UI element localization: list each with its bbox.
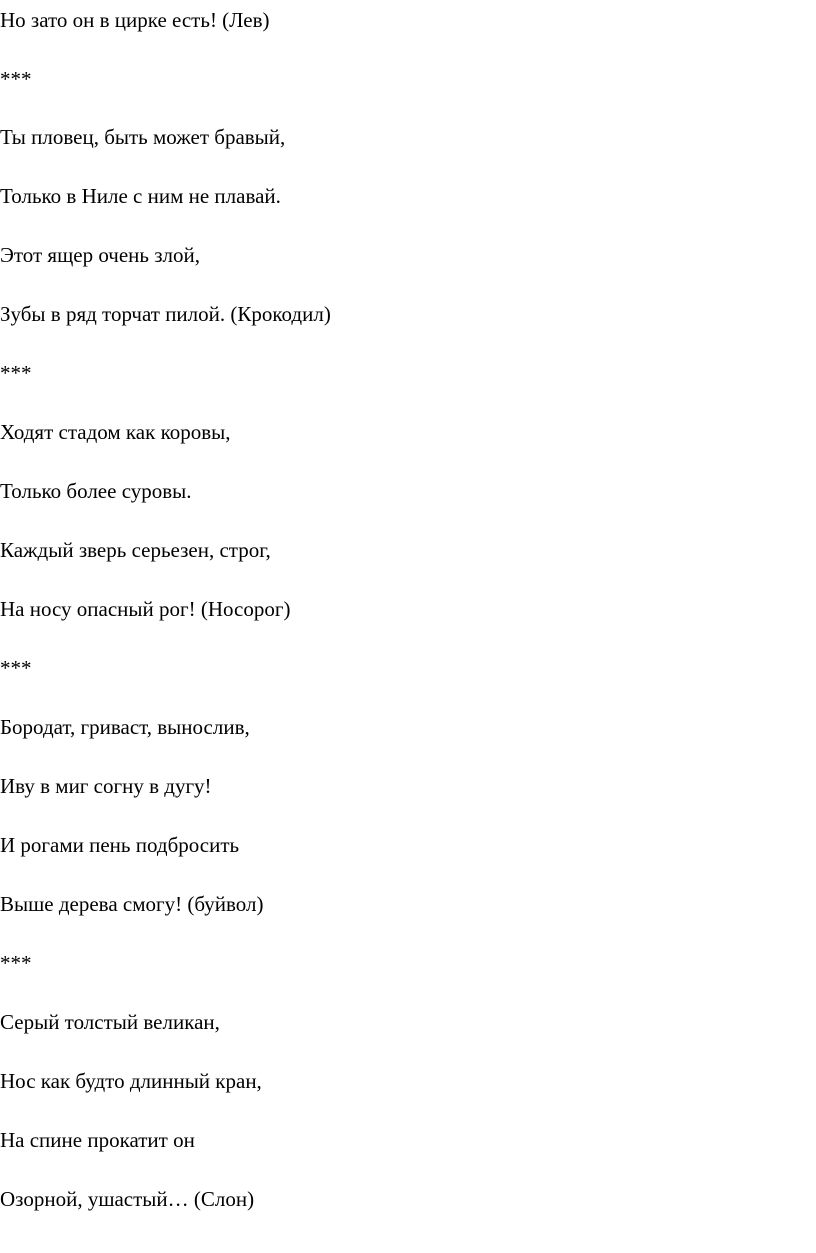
text-line: Ходят стадом как коровы, <box>0 420 231 444</box>
separator: *** <box>0 361 32 385</box>
separator: *** <box>0 951 32 975</box>
text-line: Иву в миг согну в дугу! <box>0 774 212 798</box>
text-line: Только в Ниле с ним не плавай. <box>0 184 281 208</box>
text-line: Выше дерева смогу! (буйвол) <box>0 892 264 916</box>
text-line: Каждый зверь серьезен, строг, <box>0 538 271 562</box>
text-line: Бородат, гриваст, вынослив, <box>0 715 250 739</box>
text-line: Озорной, ушастый… (Слон) <box>0 1187 255 1211</box>
separator: *** <box>0 67 32 91</box>
text-line: И рогами пень подбросить <box>0 833 240 857</box>
text-line: Зубы в ряд торчат пилой. (Крокодил) <box>0 302 331 326</box>
text-line: Серый толстый великан, <box>0 1010 220 1034</box>
text-line: Ты пловец, быть может бравый, <box>0 125 286 149</box>
text-line: Но зато он в цирке есть! (Лев) <box>0 8 270 32</box>
separator: *** <box>0 656 32 680</box>
text-line: Только более суровы. <box>0 479 192 503</box>
text-line: Этот ящер очень злой, <box>0 243 200 267</box>
text-line: На носу опасный рог! (Носорог) <box>0 597 291 621</box>
text-line: Нос как будто длинный кран, <box>0 1069 262 1093</box>
text-line: На спине прокатит он <box>0 1128 195 1152</box>
